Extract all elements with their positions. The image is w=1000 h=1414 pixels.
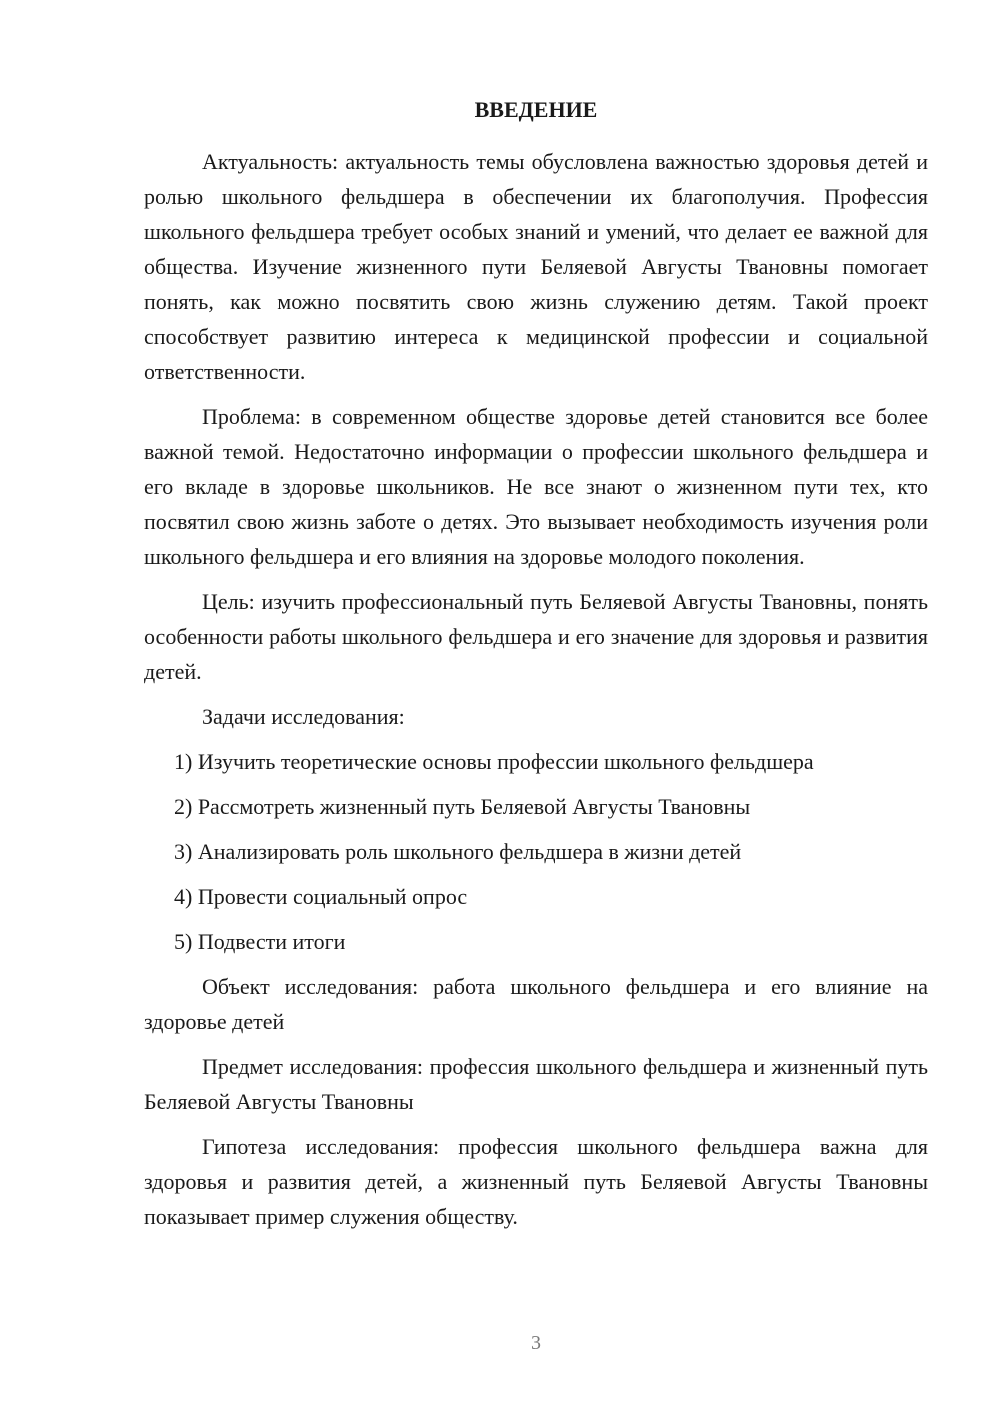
list-item: 1) Изучить теоретические основы профессии школьного фельдшера (174, 749, 814, 774)
object-paragraph: Объект исследования: работа школьного фельдшера и его влияние на здоровье детей (144, 974, 928, 1034)
page-title: ВВЕДЕНИЕ (474, 97, 598, 122)
tasks-list (144, 744, 928, 959)
list-item: 4) Провести социальный опрос (174, 884, 468, 909)
list-item: 5) Подвести итоги (174, 929, 346, 954)
subject-paragraph: Предмет исследования: профессия школьного фельдшера и жизненный путь Беляевой Августы Твановны (144, 1054, 928, 1114)
problem-paragraph: Проблема: в современном обществе здоровье детей становится все более важной темой. Недостаточно информации о профессии школьного фельдшера и его вкладе в здоровье школьников. Не все знают о жизненном пути тех, кто посвятил свою жизнь заботе о детях. Это вызывает необходимость изучения роли школьного фельдшера и его влияния на здоровье молодого поколения. (144, 404, 928, 569)
tasks-heading: Задачи исследования: (202, 704, 405, 729)
list-item: 2) Рассмотреть жизненный путь Беляевой Августы Твановны (174, 794, 751, 819)
goal-paragraph: Цель: изучить профессиональный путь Беляевой Августы Твановны, понять особенности работы школьного фельдшера и его значение для здоровья и развития детей. (144, 589, 928, 684)
relevance-paragraph: Актуальность: актуальность темы обусловлена важностью здоровья детей и ролью школьного фельдшера в обеспечении их благополучия. Профессия школьного фельдшера требует особых знаний и умений, что делает ее важной для общества. Изучение жизненного пути Беляевой Августы Твановны помогает понять, как можно посвятить свою жизнь служению детям. Такой проект способствует развитию интереса к медицинской профессии и социальной ответственности. (144, 149, 928, 384)
hypothesis-paragraph: Гипотеза исследования: профессия школьного фельдшера важна для здоровья и развития детей, а жизненный путь Беляевой Августы Твановны показывает пример служения обществу. (144, 1134, 928, 1229)
list-item: 3) Анализировать роль школьного фельдшера в жизни детей (174, 839, 742, 864)
document-page (144, 94, 928, 1244)
page-number: 3 (531, 1332, 541, 1354)
